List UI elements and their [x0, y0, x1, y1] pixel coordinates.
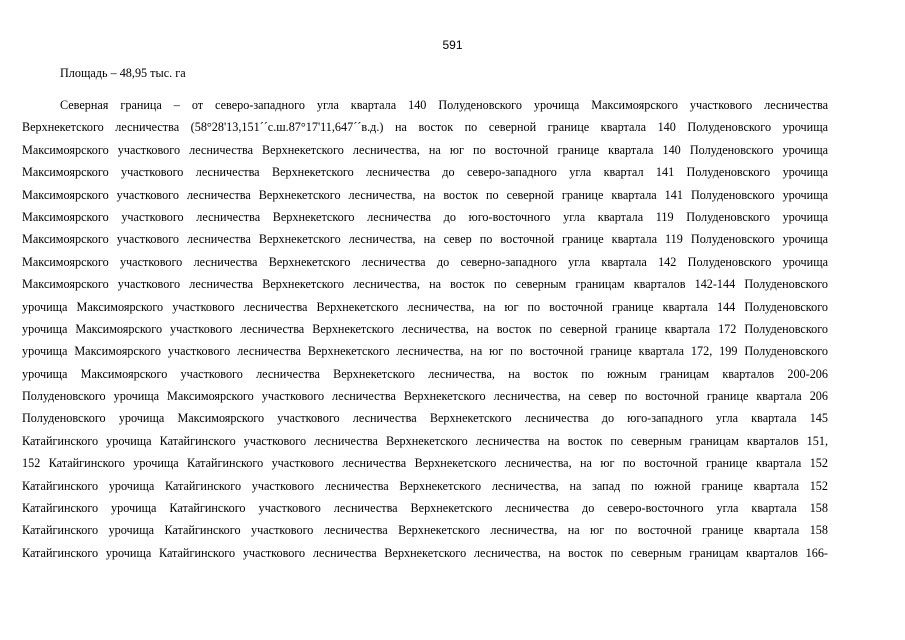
text-line: Катайгинского урочища Катайгинского участкового лесничества Верхнекетского лесничества до северо-восточного угла квартала 158 — [22, 501, 828, 516]
text-line: Полуденовского урочища Максимоярского участкового лесничества Верхнекетского лесничества, на север по восточной границе квартала 206 — [22, 389, 828, 404]
text-line: урочища Максимоярского участкового лесничества Верхнекетского лесничества, на восток по северной границе квартала 172 Полуденовского — [22, 321, 828, 336]
text-line: Максимоярского участкового лесничества Верхнекетского лесничества, на восток по северной границе квартала 141 Полуденовского урочища — [22, 187, 828, 202]
text-line: урочища Максимоярского участкового лесничества Верхнекетского лесничества, на восток по южным границам кварталов 200-206 — [22, 366, 828, 381]
text-line: Максимоярского участкового лесничества Верхнекетского лесничества до юго-восточного угла квартала 119 Полуденовского урочища — [22, 209, 828, 224]
text-line: Верхнекетского лесничества (58°28'13,151´´с.ш.87°17'11,647´´в.д.) на восток по северной границе квартала 140 Полуденовского урочища — [22, 120, 828, 135]
text-line: Максимоярского участкового лесничества Верхнекетского лесничества до северо-западного угла квартал 141 Полуденовского урочища — [22, 165, 828, 180]
text-line: Максимоярского участкового лесничества Верхнекетского лесничества, на восток по северным границам кварталов 142-144 Полуденовского — [22, 277, 828, 292]
text-line: Катайгинского урочища Катайгинского участкового лесничества Верхнекетского лесничества на восток по северным границам кварталов 151, — [22, 433, 828, 448]
text-line: урочища Максимоярского участкового лесничества Верхнекетского лесничества, на юг по восточной границе кварталa 172, 199 Полуденовского — [22, 344, 828, 359]
text-line: Северная граница – от северо-западного угла квартала 140 Полуденовского урочища Максимоярского участкового лесничества — [60, 98, 828, 112]
text-line: Максимоярского участкового лесничества Верхнекетского лесничества до северно-западного угла квартала 142 Полуденовского урочища — [22, 254, 828, 269]
text-line: урочища Максимоярского участкового лесничества Верхнекетского лесничества, на юг по восточной границе квартала 144 Полуденовского — [22, 299, 828, 314]
area-line: Площадь – 48,95 тыс. га — [60, 66, 186, 80]
text-line: Катайгинского урочища Катайгинского участкового лесничества Верхнекетского лесничества, на юг по восточной границе квартала 158 — [22, 523, 828, 538]
text-line: 152 Катайгинского урочища Катайгинского участкового лесничества Верхнекетского лесничества, на юг по восточной границе квартала 152 — [22, 456, 828, 471]
text-line: Катайгинского урочища Катайгинского участкового лесничества Верхнекетского лесничества, на запад по южной границе квартала 152 — [22, 478, 828, 493]
text-line: Полуденовского урочища Максимоярского участкового лесничества Верхнекетского лесничества до юго-западного угла квартала 145 — [22, 411, 828, 426]
text-line: Катайгинского урочища Катайгинского участкового лесничества Верхнекетского лесничества, на восток по северным границам кварталов 166- — [22, 545, 828, 560]
boundary-description — [22, 98, 828, 568]
page-number: 591 — [442, 38, 463, 52]
text-line: Максимоярского участкового лесничества Верхнекетского лесничества, на север по восточной границе квартала 119 Полуденовского урочища — [22, 232, 828, 247]
text-line: Максимоярского участкового лесничества Верхнекетского лесничества, на юг по восточной границе квартала 140 Полуденовского урочища — [22, 142, 828, 157]
